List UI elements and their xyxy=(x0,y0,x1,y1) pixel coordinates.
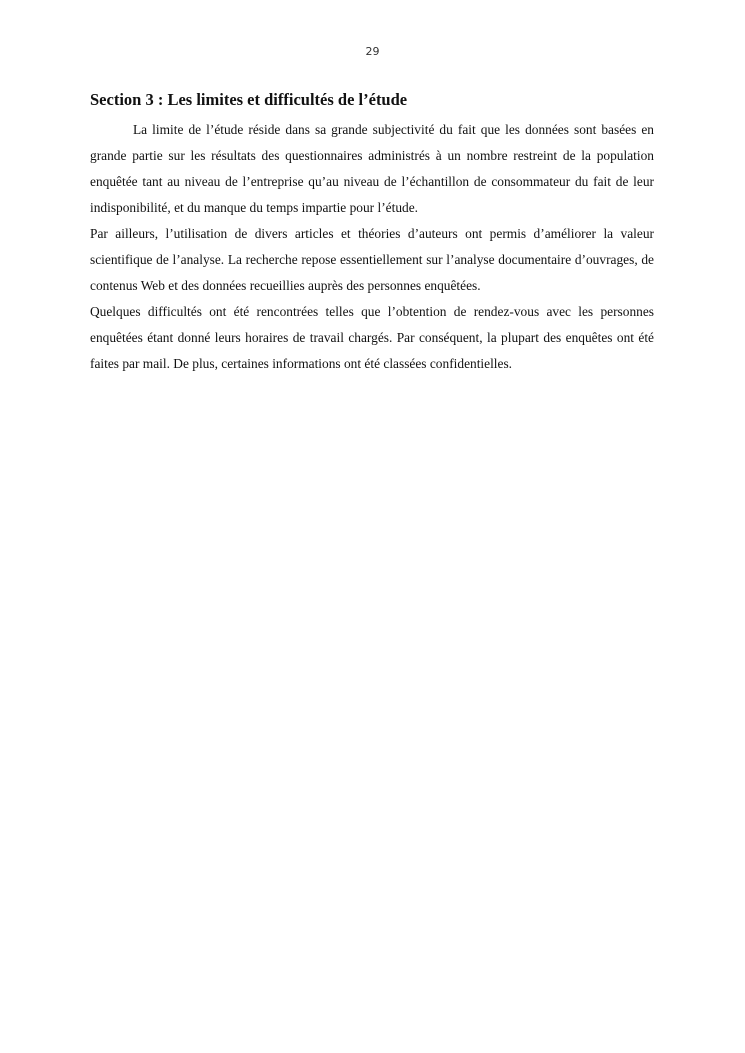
page-number: 29 xyxy=(365,45,380,58)
section-title: Section 3 : Les limites et difficultés de l’étude xyxy=(90,90,408,109)
paragraph-limitations: La limite de l’étude réside dans sa grande subjectivité du fait que les données sont basées en grande partie sur les résultats des questionnaires administrés à un nombre restreint de la population enquêtée tant au niveau de l’entreprise qu’au niveau de l’échantillon de consommateur du fait de leur indisponibilité, et du manque du temps impartie pour l’étude. xyxy=(90,122,654,215)
paragraph-difficulties: Quelques difficultés ont été rencontrées telles que l’obtention de rendez-vous avec les personnes enquêtées étant donné leurs horaires de travail chargés. Par conséquent, la plupart des enquêtes ont été faites par mail. De plus, certaines informations ont été classées confidentielles. xyxy=(90,304,654,371)
document-body xyxy=(90,89,654,377)
paragraph-methodology: Par ailleurs, l’utilisation de divers articles et théories d’auteurs ont permis d’améliorer la valeur scientifique de l’analyse. La recherche repose essentiellement sur l’analyse documentaire d’ouvrages, de contenus Web et des données recueillies auprès des personnes enquêtées. xyxy=(90,226,654,293)
